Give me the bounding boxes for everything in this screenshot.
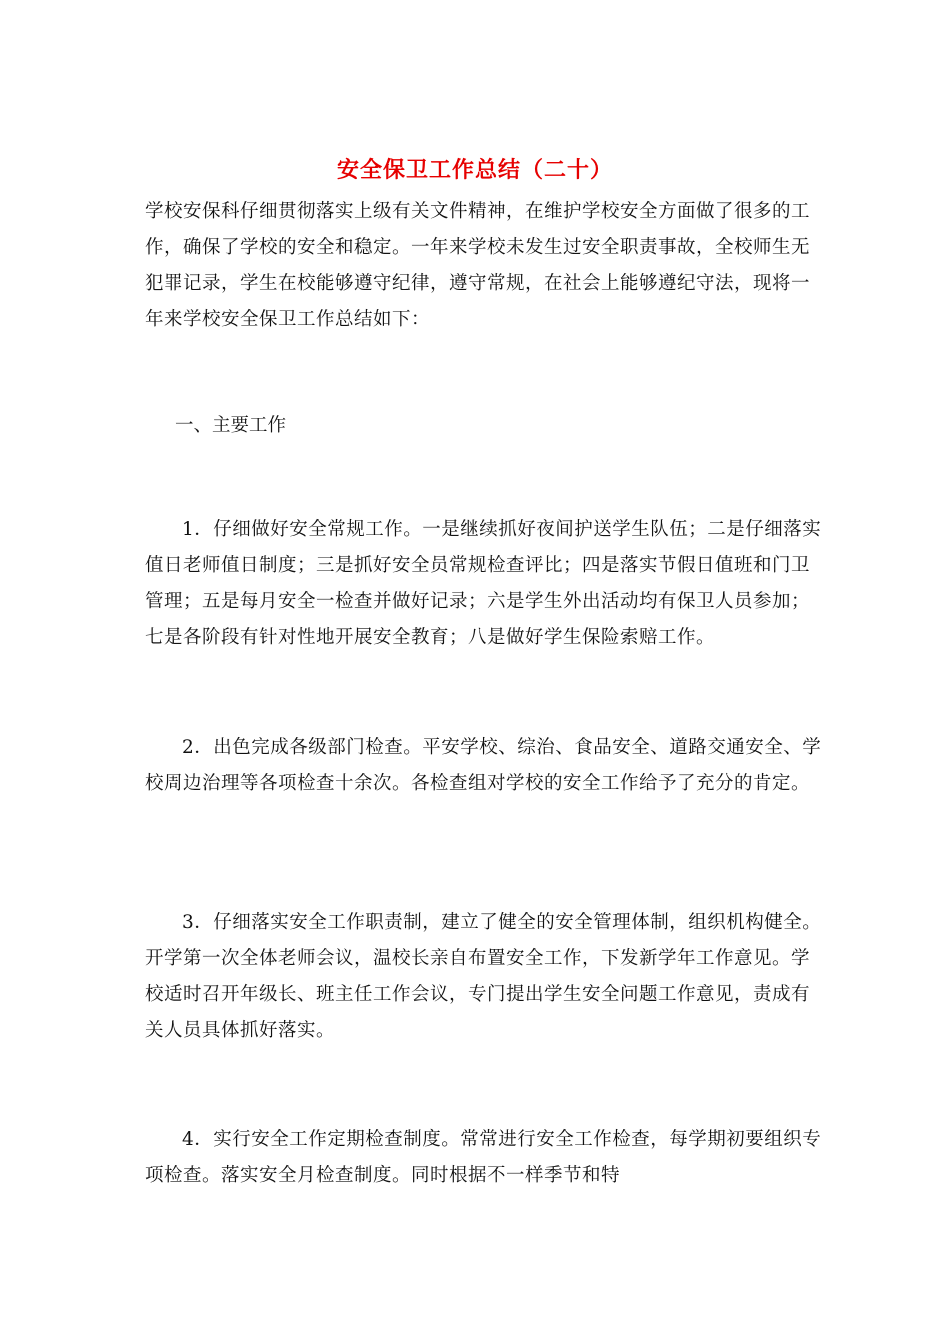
list-item: 2．出色完成各级部门检查。平安学校、综治、食品安全、道路交通安全、学校周边治理等各项检查十余次。各检查组对学校的安全工作给予了充分的肯定。 <box>145 737 822 794</box>
list-item: 4．实行安全工作定期检查制度。常常进行安全工作检查，每学期初要组织专项检查。落实安全月检查制度。同时根据不一样季节和特 <box>145 1129 822 1186</box>
document-title: 安全保卫工作总结（二十） <box>336 157 613 183</box>
list-item: 1．仔细做好安全常规工作。一是继续抓好夜间护送学生队伍；二是仔细落实值日老师值日制度；三是抓好安全员常规检查评比；四是落实节假日值班和门卫管理；五是每月安全一检查并做好记录；六是学生外出活动均有保卫人员参加；七是各阶段有针对性地开展安全教育；八是做好学生保险索赔工作。 <box>145 519 822 648</box>
intro-paragraph: 学校安保科仔细贯彻落实上级有关文件精神，在维护学校安全方面做了很多的工作，确保了学校的安全和稳定。一年来学校未发生过安全职责事故，全校师生无犯罪记录，学生在校能够遵守纪律，遵守常规，在社会上能够遵纪守法，现将一年来学校安全保卫工作总结如下： <box>145 201 811 330</box>
list-item: 3．仔细落实安全工作职责制，建立了健全的安全管理体制，组织机构健全。开学第一次全体老师会议，温校长亲自布置安全工作，下发新学年工作意见。学校适时召开年级长、班主任工作会议，专门提出学生安全问题工作意见，责成有关人员具体抓好落实。 <box>145 912 822 1041</box>
section-heading: 一、主要工作 <box>175 415 287 436</box>
